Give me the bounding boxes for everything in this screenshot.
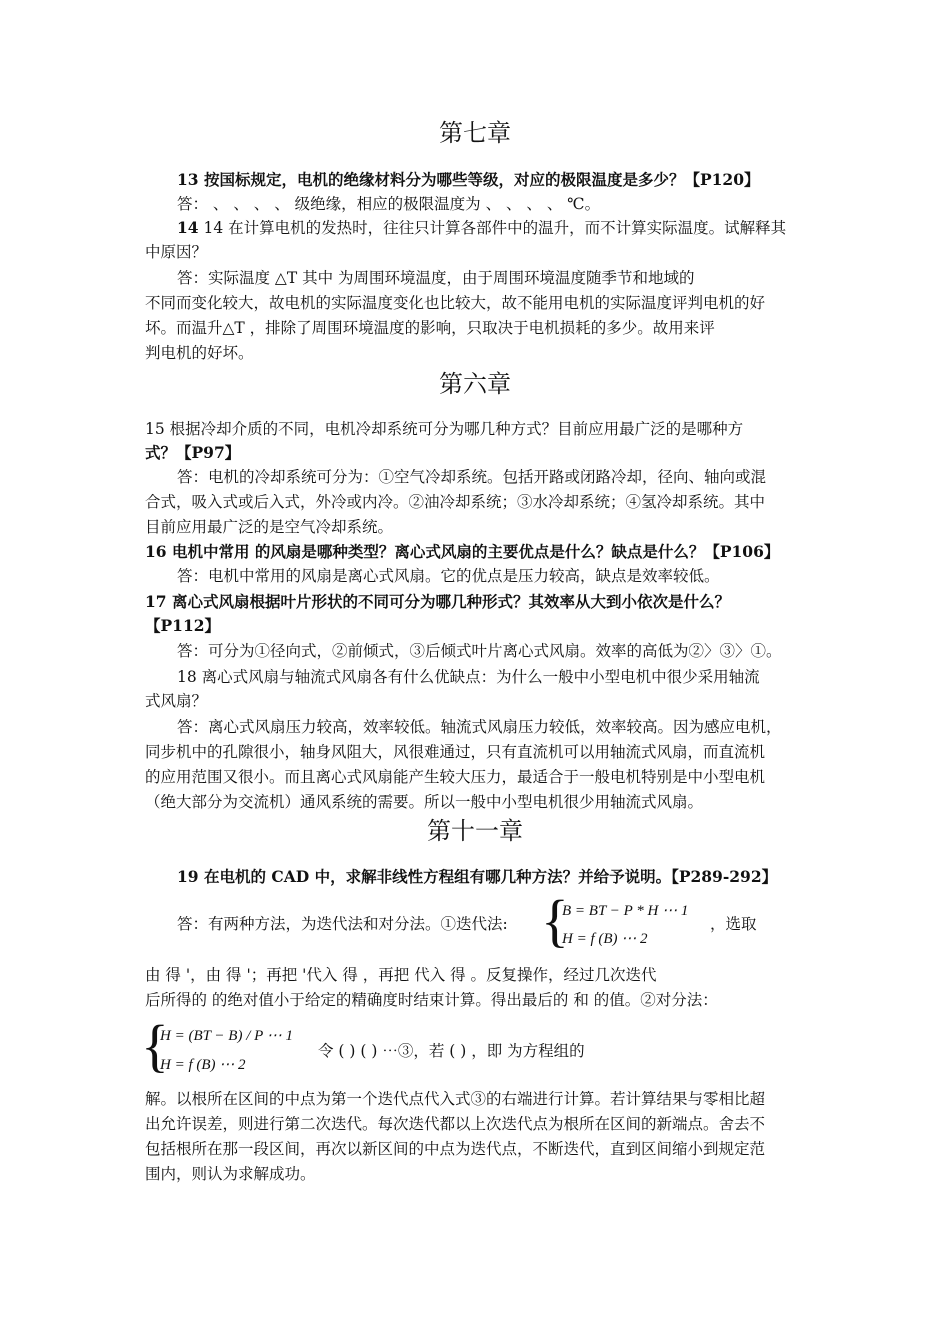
q15-answer-line2: 合式，吸入式或后入式，外冷或内冷。②油冷却系统；③水冷却系统；④氢冷却系统。其中 — [145, 493, 766, 511]
bisection-equation-2: H = f (B) ⋯ 2 — [160, 1057, 246, 1073]
q17-question-line1: 17 离心式风扇根据叶片形状的不同可分为哪几种形式？其效率从大到小依次是什么？ — [145, 592, 730, 611]
q18-question-line2: 式风扇？ — [145, 692, 208, 710]
q15-question-line2: 式？【P97】 — [145, 443, 241, 462]
q19-line3: 令 ( ) ( ) ⋯③，若 ( ) ，即 为方程组的 — [318, 1042, 585, 1060]
q14-answer-line1: 答：实际温度 △T 其中 为周围环境温度，由于周围环境温度随季节和地域的 — [177, 269, 695, 287]
q18-question-line1: 18 离心式风扇与轴流式风扇各有什么优缺点：为什么一般中小型电机中很少采用轴流 — [177, 668, 760, 686]
q17-answer: 答：可分为①径向式，②前倾式，③后倾式叶片离心式风扇。效率的高低为②〉③〉①。 — [177, 642, 782, 660]
q19-line6: 包括根所在那一段区间，再次以新区间的中点为迭代点，不断迭代，直到区间缩小到规定范 — [145, 1140, 766, 1158]
q19-question: 19 在电机的 CAD 中，求解非线性方程组有哪几种方法？并给予说明。【P289-292】 — [177, 867, 778, 886]
q14-answer-line2: 不同而变化较大，故电机的实际温度变化也比较大，故不能用电机的实际温度评判电机的好 — [145, 294, 766, 312]
q14-question-line2: 中原因？ — [145, 243, 208, 261]
q13-question: 13 按国标规定，电机的绝缘材料分为哪些等级，对应的极限温度是多少？【P120】 — [177, 170, 760, 189]
q16-answer: 答：电机中常用的风扇是离心式风扇。它的优点是压力较高，缺点是效率较低。 — [177, 567, 720, 585]
q18-answer-line1: 答：离心式风扇压力较高，效率较低。轴流式风扇压力较低，效率较高。因为感应电机， — [177, 718, 782, 736]
q17-question-line2: 【P112】 — [145, 616, 221, 635]
q18-answer-line2: 同步机中的孔隙很小，轴身风阻大，风很难通过，只有直流机可以用轴流式风扇，而直流机 — [145, 743, 766, 761]
q19-answer-lead: 答：有两种方法，为迭代法和对分法。①迭代法: — [177, 915, 508, 933]
chapter-7-heading: 第七章 — [439, 119, 511, 147]
q18-answer-line3: 的应用范围又很小。而且离心式风扇能产生较大压力，最适合于一般电机特别是中小型电机 — [145, 768, 766, 786]
left-brace-2: { — [141, 1013, 169, 1078]
q18-answer-line4: （绝大部分为交流机）通风系统的需要。所以一般中小型电机很少用轴流式风扇。 — [145, 793, 704, 811]
q19-line4: 解。以根所在区间的中点为第一个迭代点代入式③的右端进行计算。若计算结果与零相比超 — [145, 1090, 766, 1108]
q15-question-line1: 15 根据冷却介质的不同，电机冷却系统可分为哪几种方式？目前应用最广泛的是哪种方 — [145, 420, 744, 438]
iteration-equation-1: B = BT − P * H ⋯ 1 — [562, 903, 689, 919]
q14-answer-line4: 判电机的好坏。 — [145, 344, 254, 362]
q19-pick: ，选取 — [710, 915, 757, 933]
iteration-equation-2: H = f (B) ⋯ 2 — [562, 931, 648, 947]
bisection-equation-1: H = (BT − B) / P ⋯ 1 — [160, 1028, 294, 1044]
chapter-11-heading: 第十一章 — [427, 817, 523, 845]
q19-line7: 围内，则认为求解成功。 — [145, 1165, 316, 1183]
q19-line2: 后所得的 的绝对值小于给定的精确度时结束计算。得出最后的 和 的值。②对分法： — [145, 991, 718, 1009]
q13-answer: 答： 、 、 、 、 级绝缘，相应的极限温度为 、 、 、 、 ℃。 — [177, 195, 601, 213]
q19-line1: 由 得 '，由 得 '；再把 '代入 得 ，再把 代入 得 。反复操作，经过几次迭代 — [145, 966, 657, 984]
q19-line5: 出允许误差，则进行第二次迭代。每次迭代都以上次迭代点为根所在区间的新端点。舍去不 — [145, 1115, 766, 1133]
chapter-6-heading: 第六章 — [439, 370, 511, 398]
q14-answer-line3: 坏。而温升△T ，排除了周围环境温度的影响，只取决于电机损耗的多少。故用来评 — [145, 319, 715, 337]
q15-answer-line3: 目前应用最广泛的是空气冷却系统。 — [145, 518, 394, 536]
q15-answer-line1: 答：电机的冷却系统可分为：①空气冷却系统。包括开路或闭路冷却，径向、轴向或混 — [177, 468, 767, 486]
q14-question-line1: 14 14 在计算电机的发热时，往往只计算各部件中的温升，而不计算实际温度。试解释其 — [177, 218, 787, 237]
q14-question-text: 14 在计算电机的发热时，往往只计算各部件中的温升，而不计算实际温度。试解释其 — [203, 219, 787, 237]
q16-question: 16 电机中常用 的风扇是哪种类型？离心式风扇的主要优点是什么？缺点是什么？【P106】 — [145, 542, 780, 561]
left-brace-1: { — [541, 888, 569, 953]
